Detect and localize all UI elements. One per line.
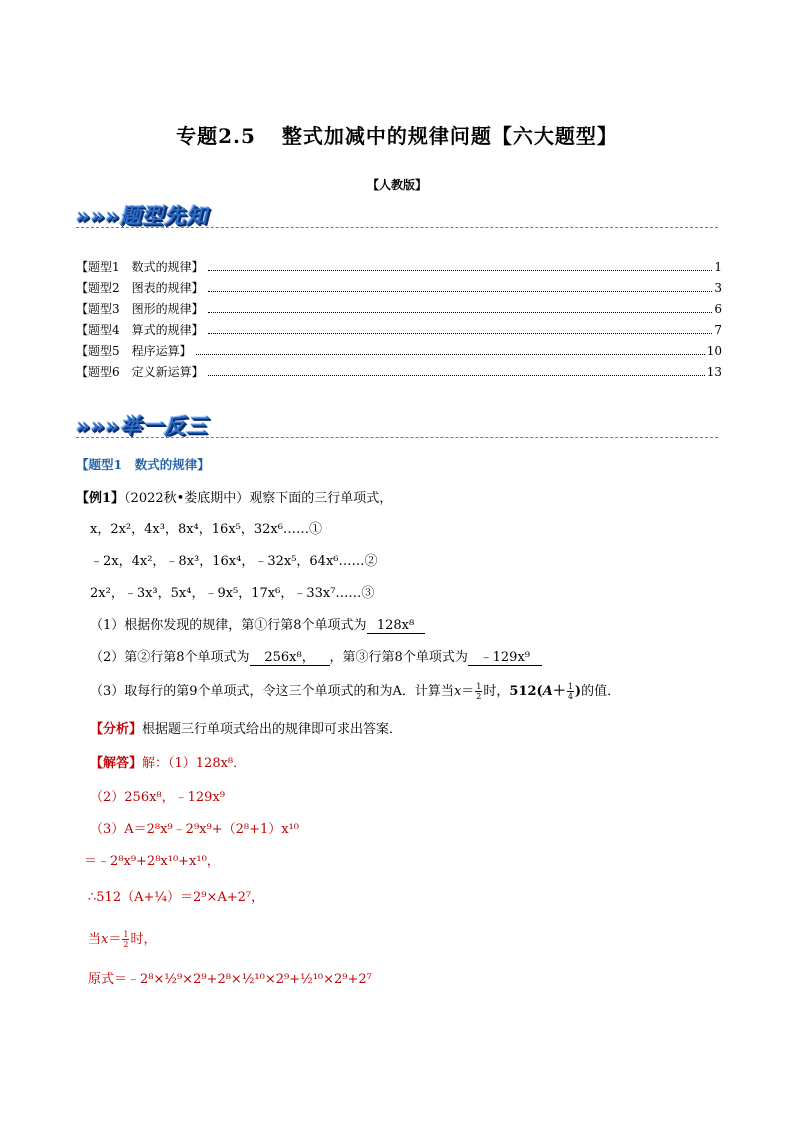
example-tag: 【例1】 [76, 491, 125, 506]
question-2-answer-a: 256x⁸， [250, 646, 330, 666]
toc-item-page: 7 [714, 323, 722, 337]
solution-line-4: ＝﹣2⁸x⁹+2⁸x¹⁰+x¹⁰， [84, 854, 220, 869]
question-3-text-c: 的值． [581, 684, 621, 699]
banner-examples: »»»举一反三 [76, 414, 208, 438]
table-of-contents [76, 258, 722, 384]
toc-leader-dots [208, 291, 713, 292]
toc-item-label: 【题型2 图表的规律】 [76, 281, 204, 295]
toc-item[interactable] [76, 279, 722, 300]
toc-item-label: 【题型4 算式的规律】 [76, 323, 204, 337]
title-label: 专题2.5 [176, 124, 256, 148]
solution-line-7: 原式＝﹣2⁸×½⁹×2⁹+2⁸×½¹⁰×2⁹+½¹⁰×2⁹+2⁷ [88, 972, 372, 987]
question-3: （3）取每行的第9个单项式，令这三个单项式的和为A．计算当x＝ $\frac{1}{2}$ 时，512(A＋ $\frac{1}{4}$ )的值． [90, 682, 621, 701]
question-3-text-b: 时， [483, 684, 510, 699]
page-title [0, 120, 794, 149]
monomial-row-1: x，2x²，4x³，8x⁴，16x⁵，32x⁶……① [90, 522, 322, 537]
question-2-answer-b: ﹣129x⁹ [468, 646, 542, 666]
toc-leader-dots [208, 270, 713, 271]
example-intro-text: （2022秋•娄底期中）观察下面的三行单项式， [124, 491, 393, 506]
question-3-text-a: （3）取每行的第9个单项式，令这三个单项式的和为A．计算当 [90, 684, 454, 699]
toc-item-page: 1 [714, 260, 722, 274]
toc-item-page: 13 [706, 365, 722, 379]
toc-leader-dots [208, 312, 713, 313]
solution-line-6: 当x＝ $\frac{1}{2}$ 时， [88, 930, 157, 949]
toc-item-label: 【题型5 程序运算】 [76, 344, 192, 358]
toc-item-page: 3 [714, 281, 722, 295]
banner-overview: »»»题型先知 [76, 204, 208, 228]
solution-line-6-b: 时， [130, 932, 157, 947]
monomial-row-2: ﹣2x，4x²，﹣8x³，16x⁴，﹣32x⁵，64x⁶……② [90, 554, 378, 569]
analysis-tag: 【分析】 [90, 722, 143, 737]
divider [76, 227, 718, 228]
toc-leader-dots [208, 375, 705, 376]
question-2-text-b: ，第③行第8个单项式为 [329, 650, 468, 665]
analysis [90, 718, 402, 737]
toc-item-label: 【题型3 图形的规律】 [76, 302, 204, 316]
toc-item[interactable] [76, 342, 722, 363]
divider [76, 437, 718, 438]
toc-leader-dots [196, 354, 705, 355]
solution-tag: 【解答】 [90, 756, 143, 771]
solution-line-5: ∴512（A+¼）＝2⁹×A+2⁷， [88, 890, 265, 905]
toc-item[interactable] [76, 258, 722, 279]
analysis-text: 根据题三行单项式给出的规律即可求出答案． [142, 722, 403, 737]
monomial-row-3: 2x²，﹣3x³，5x⁴，﹣9x⁵，17x⁶，﹣33x⁷……③ [90, 586, 375, 601]
toc-item-page: 6 [714, 302, 722, 316]
question-1-text: （1）根据你发现的规律，第①行第8个单项式为 [90, 618, 367, 633]
toc-item[interactable] [76, 300, 722, 321]
toc-item[interactable] [76, 363, 722, 384]
section-heading: 【题型1 数式的规律】 [76, 457, 210, 472]
edition-label: 【人教版】 [366, 178, 427, 192]
toc-item-label: 【题型6 定义新运算】 [76, 365, 204, 379]
solution-line-6-a: 当 [88, 932, 102, 947]
question-1-answer: 128x⁸ [367, 618, 425, 634]
example-intro [76, 487, 392, 506]
solution-line-2: （2）256x⁸，﹣129x⁹ [90, 790, 225, 805]
toc-item[interactable] [76, 321, 722, 342]
toc-item-page: 10 [706, 344, 722, 358]
question-2 [90, 646, 542, 666]
toc-item-label: 【题型1 数式的规律】 [76, 260, 204, 274]
toc-leader-dots [208, 333, 713, 334]
solution-line-3: （3）A＝2⁸x⁹﹣2⁹x⁹+（2⁸+1）x¹⁰ [90, 822, 300, 837]
question-2-text-a: （2）第②行第8个单项式为 [90, 650, 250, 665]
question-1 [90, 614, 425, 634]
solution-lead: 解：（1）128x⁸． [142, 756, 247, 771]
title-text: 整式加减中的规律问题【六大题型】 [281, 124, 618, 148]
solution-line-1 [90, 752, 246, 771]
